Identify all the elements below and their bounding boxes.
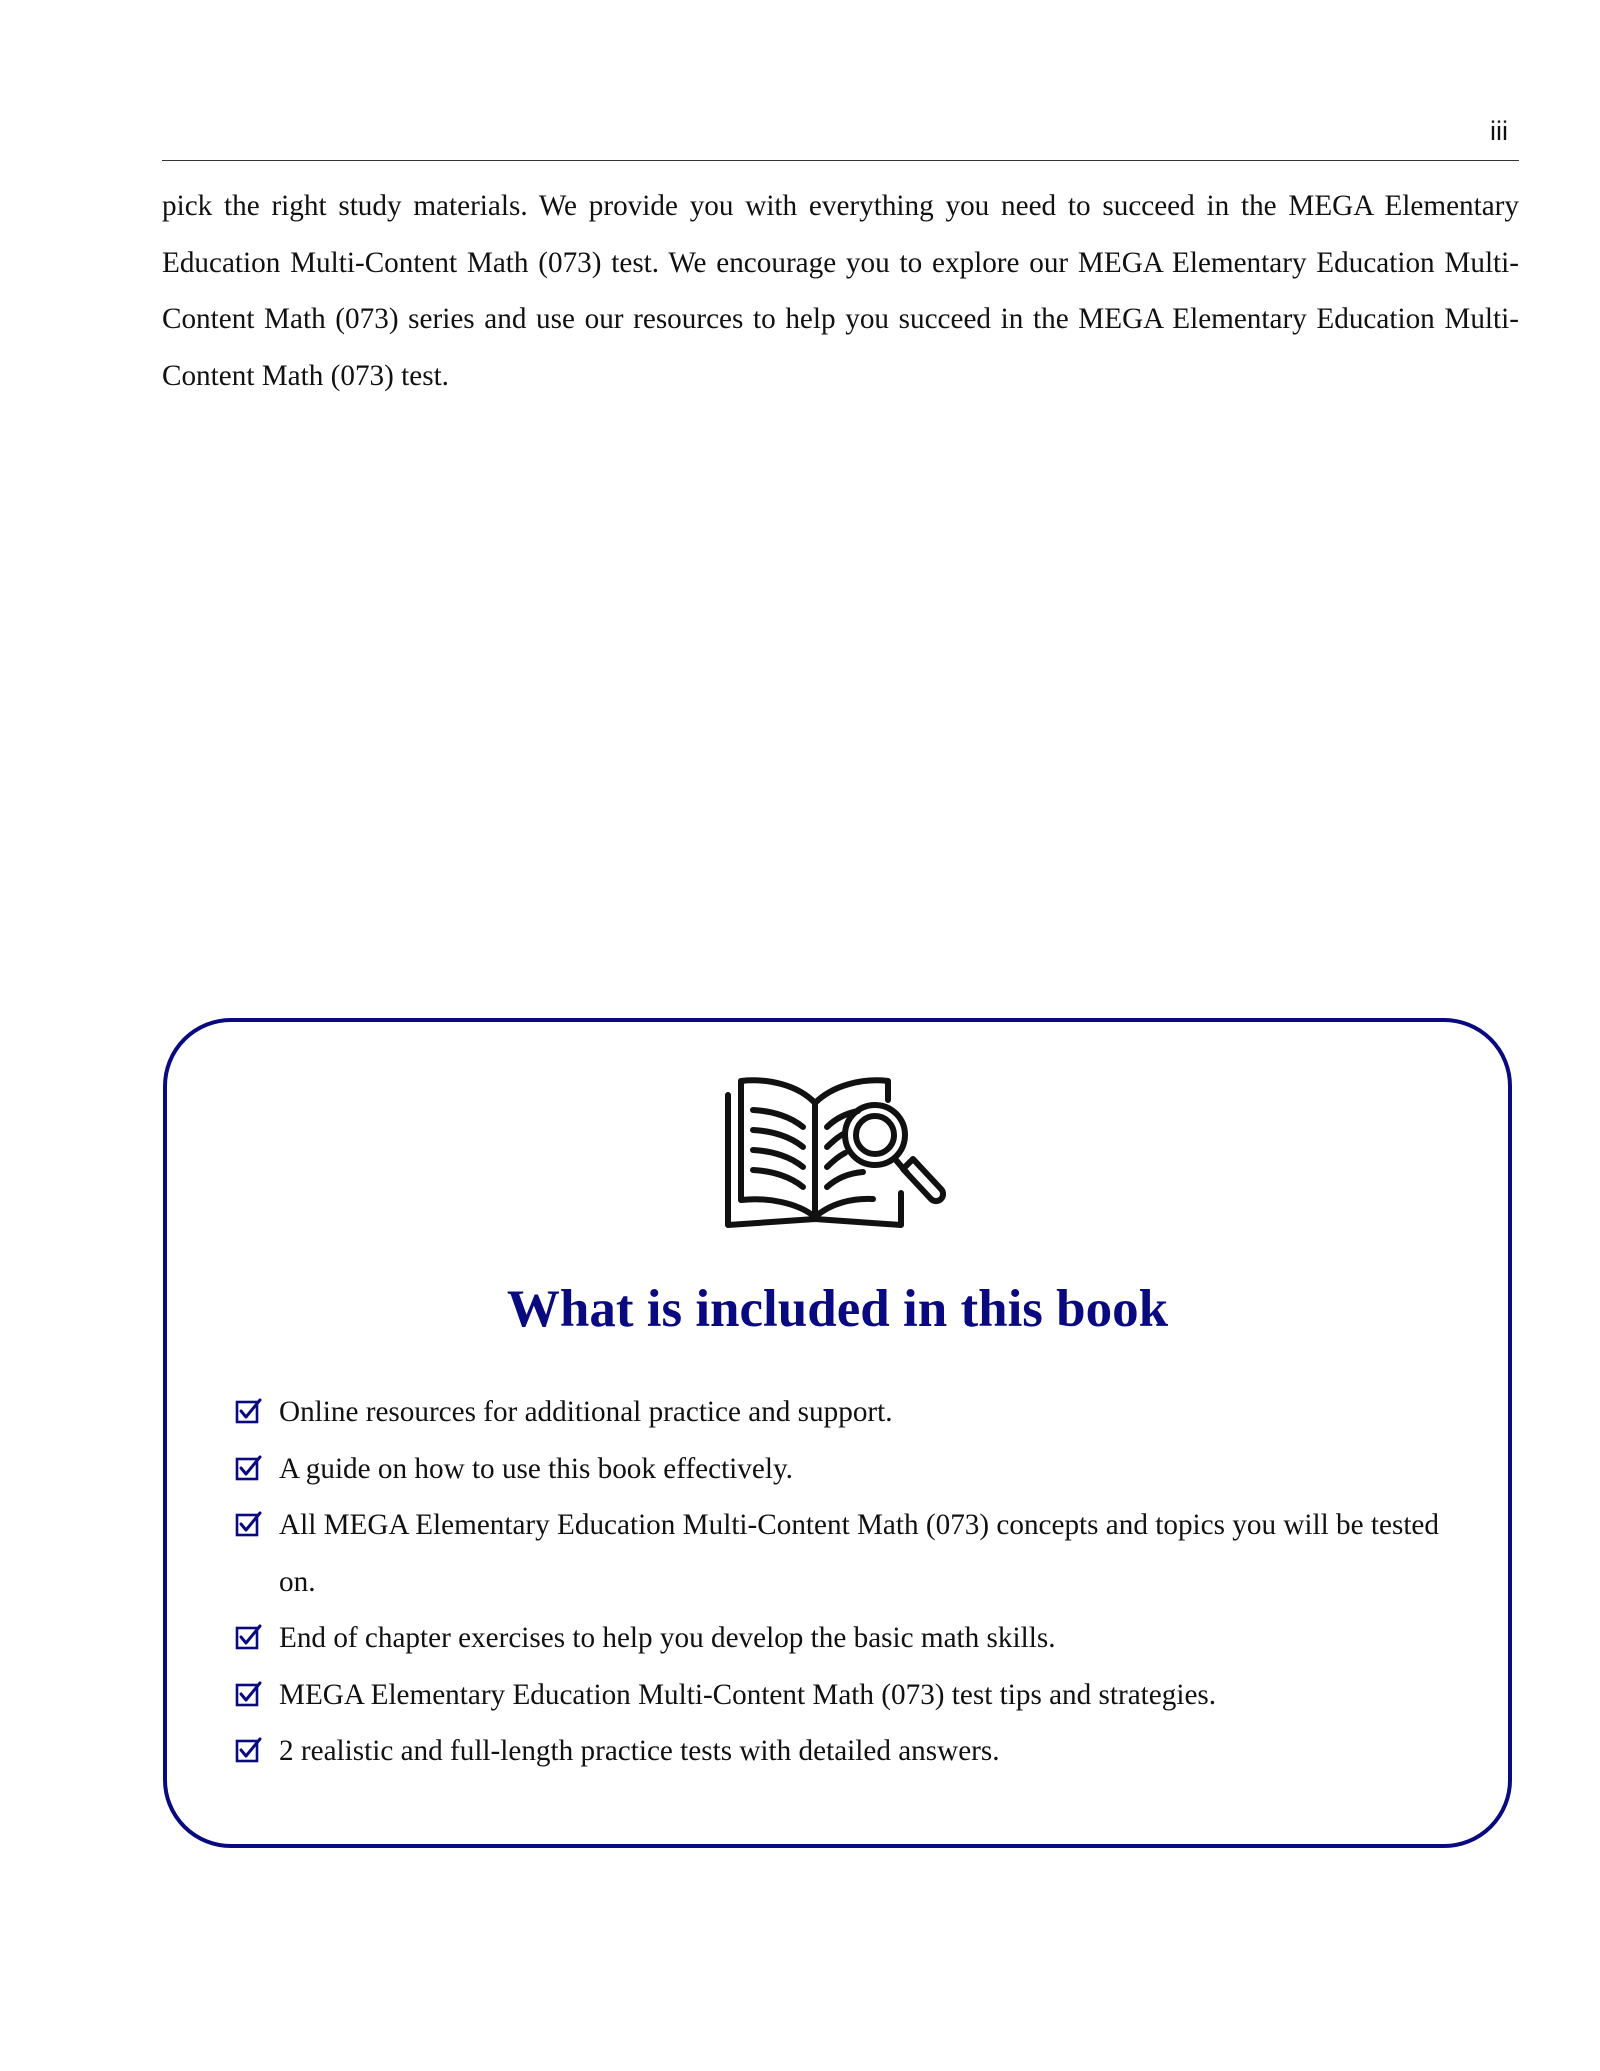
list-item: [235, 1667, 1455, 1724]
list-item: [235, 1723, 1455, 1780]
header-rule: [162, 160, 1519, 161]
list-item: [235, 1610, 1455, 1667]
list-item: [235, 1497, 1455, 1610]
checkbox-checked-icon: [235, 1680, 263, 1708]
list-item-text: Online resources for additional practice and support.: [279, 1396, 893, 1428]
list-item-text: End of chapter exercises to help you develop the basic math skills.: [279, 1622, 1056, 1654]
list-item-text: 2 realistic and full-length practice tests with detailed answers.: [279, 1735, 1000, 1767]
checkbox-checked-icon: [235, 1454, 263, 1482]
page-number: iii: [1490, 116, 1508, 146]
included-items-list: [235, 1384, 1455, 1780]
list-item: [235, 1441, 1455, 1498]
list-item: [235, 1384, 1455, 1441]
checkbox-checked-icon: [235, 1510, 263, 1538]
open-book-magnifier-icon: [723, 1075, 949, 1231]
checkbox-checked-icon: [235, 1623, 263, 1651]
list-item-text: MEGA Elementary Education Multi-Content Math (073) test tips and strategies.: [279, 1678, 1217, 1711]
list-item-text: All MEGA Elementary Education Multi-Content Math (073) concepts and topics you will be tested on.: [279, 1509, 1439, 1598]
box-title: What is included in this book: [506, 1280, 1169, 1338]
intro-paragraph: pick the right study materials. We provide you with everything you need to succeed in the MEGA Elementary Education Multi-Content Math (073) test. We encourage you to explore our MEGA Elementary Education Multi-Content Math (073) series and use our resources to help you succeed in the MEGA Elementary Education Multi-Content Math (073) test.: [162, 190, 1519, 392]
checkbox-checked-icon: [235, 1397, 263, 1425]
list-item-text: A guide on how to use this book effectively.: [279, 1452, 793, 1485]
checkbox-checked-icon: [235, 1736, 263, 1764]
